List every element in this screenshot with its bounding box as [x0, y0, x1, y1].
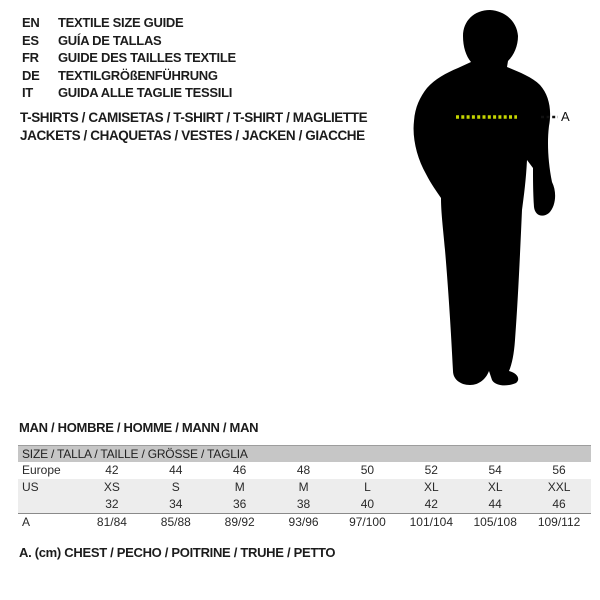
size-cell: XL [423, 480, 439, 494]
size-cell: 52 [424, 463, 438, 477]
size-cell: M [234, 480, 245, 494]
language-code: DE [22, 67, 40, 83]
man-silhouette [414, 10, 556, 385]
size-cell: 81/84 [96, 515, 127, 529]
language-code: EN [22, 15, 40, 31]
size-cell: 38 [296, 497, 311, 511]
size-cell: 97/100 [349, 515, 386, 529]
size-cell: XL [487, 480, 503, 494]
size-cell: 32 [105, 497, 119, 511]
size-cell: XS [103, 480, 120, 494]
size-cell: 101/104 [409, 515, 453, 529]
size-cell: L [364, 480, 371, 494]
row-label [18, 496, 80, 513]
size-cell: 40 [360, 497, 375, 511]
size-cell: 42 [105, 463, 119, 477]
language-code: ES [22, 32, 39, 48]
size-cell: 54 [488, 463, 502, 477]
row-label: Europe [22, 463, 61, 477]
size-cell: 46 [233, 463, 247, 477]
size-cell: 109/112 [537, 515, 581, 529]
table-row-europe [18, 462, 591, 479]
size-table [18, 445, 591, 530]
table-header: SIZE / TALLA / TAILLE / GRÖSSE / TAGLIA [18, 446, 591, 462]
language-code: FR [22, 50, 39, 66]
size-cell: 56 [552, 463, 566, 477]
measure-label-a: A [561, 109, 570, 124]
table-row-numeric [18, 496, 591, 513]
size-cell: XXL [547, 480, 571, 494]
language-label: GUIDE DES TAILLES TEXTILE [58, 50, 236, 66]
size-cell: 105/108 [473, 515, 517, 529]
size-cell: 48 [296, 463, 311, 477]
size-cell: S [171, 480, 180, 494]
table-row-chest [18, 513, 591, 530]
size-cell: 46 [552, 497, 566, 511]
size-cell: M [298, 480, 309, 494]
language-label: TEXTILE SIZE GUIDE [58, 15, 184, 31]
size-cell: 36 [233, 497, 247, 511]
size-cell: 89/92 [224, 515, 255, 529]
measurement-footnote: A. (cm) CHEST / PECHO / POITRINE / TRUHE / PETTO [19, 545, 336, 560]
garment-line-jackets: JACKETS / CHAQUETAS / VESTES / JACKEN / GIACCHE [20, 127, 365, 143]
size-cell: 44 [488, 497, 502, 511]
size-cell: 44 [169, 463, 183, 477]
size-cell: 93/96 [288, 515, 319, 529]
language-label: TEXTILGRÖßENFÜHRUNG [58, 67, 218, 83]
row-label: A [22, 515, 31, 529]
size-cell: 42 [424, 497, 438, 511]
size-cell: 50 [360, 463, 375, 477]
size-cell: 85/88 [160, 515, 191, 529]
table-row-us [18, 479, 591, 496]
language-code: IT [22, 85, 33, 101]
size-cell: 34 [169, 497, 183, 511]
language-label: GUIDA ALLE TAGLIE TESSILI [58, 85, 233, 101]
row-label: US [22, 480, 39, 494]
garment-line-tshirts: T-SHIRTS / CAMISETAS / T-SHIRT / T-SHIRT / MAGLIETTE [20, 110, 368, 125]
language-label: GUÍA DE TALLAS [58, 32, 162, 48]
section-title: MAN / HOMBRE / HOMME / MANN / MAN [19, 420, 259, 435]
